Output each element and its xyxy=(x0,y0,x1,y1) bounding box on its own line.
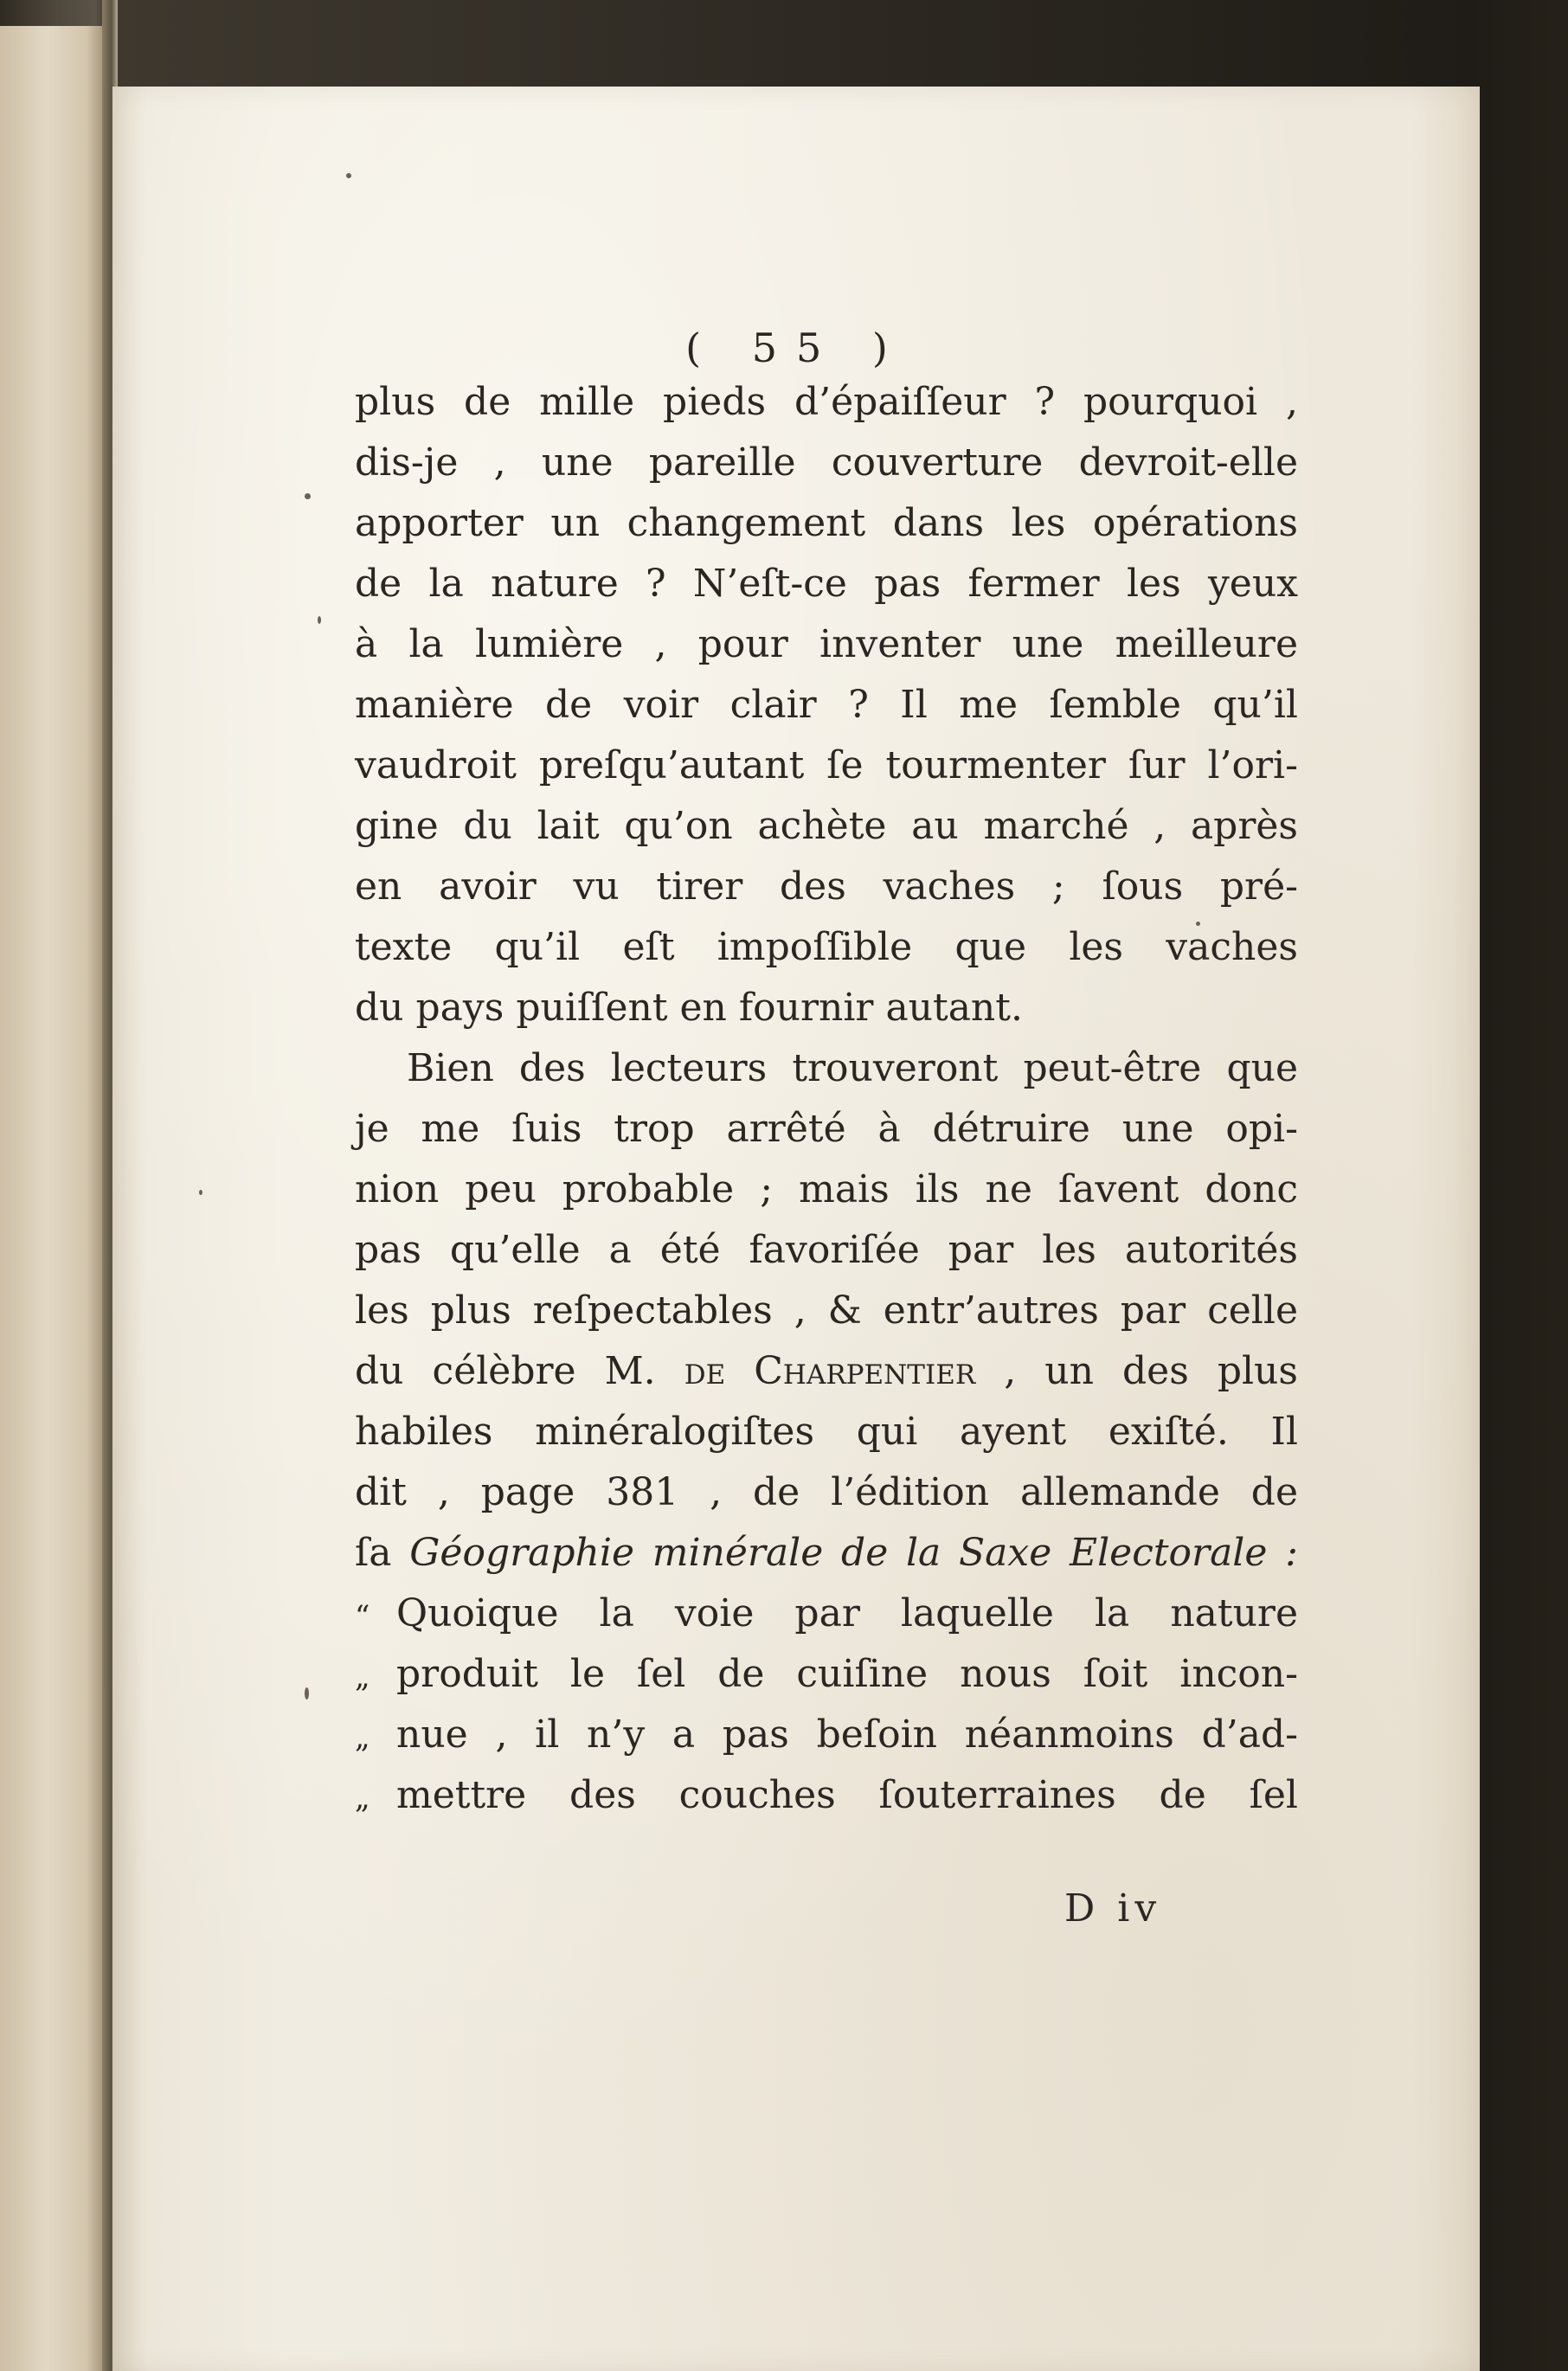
text-line: dis-je , une pareille couverture devroit-elle xyxy=(355,440,1298,485)
text-line: de la nature ? N’eſt-ce pas fermer les yeux xyxy=(355,562,1298,606)
text-line: en avoir vu tirer des vaches ; ſous pré- xyxy=(355,864,1298,909)
text-line: apporter un changement dans les opérations xyxy=(355,501,1298,545)
text-line: nion peu probable ; mais ils ne ſavent donc xyxy=(355,1167,1298,1211)
left-page-edge xyxy=(0,26,102,2371)
paper-speck xyxy=(318,616,321,624)
text-line: gine du lait qu’on achète au marché , après xyxy=(355,804,1298,848)
paragraph-first-line: Bien des lecteurs trouveront peut-être que xyxy=(407,1046,1298,1090)
author-name: de Charpentier xyxy=(684,1349,976,1393)
paper-speck xyxy=(199,1190,202,1195)
text-line: texte qu’il eſt impoſſible que les vaches xyxy=(355,925,1298,969)
text-line: je me ſuis trop arrêté à détruire une opi- xyxy=(355,1107,1298,1151)
quote-line: „ mettre des couches ſouterraines de ſel xyxy=(355,1765,1298,1826)
paper-speck xyxy=(346,173,351,178)
quote-line: „ nue , il n’y a pas beſoin néanmoins d’ad- xyxy=(355,1705,1298,1765)
text-line: les plus reſpectables , & entr’autres par celle xyxy=(355,1288,1298,1333)
text-line: pas qu’elle a été favoriſée par les autorités xyxy=(355,1228,1298,1272)
text-line: ſa Géographie minérale de la Saxe Electorale : xyxy=(355,1531,1298,1575)
quote-mark: „ xyxy=(355,1660,370,1694)
text-line: du célèbre M. de Charpentier , un des plus xyxy=(355,1349,1298,1393)
signature-mark: D iv xyxy=(1064,1886,1162,1931)
page-number-header: ( 55 ) xyxy=(685,324,907,371)
text-line: dit , page 381 , de l’édition allemande de xyxy=(355,1470,1298,1514)
book-title-italic: Géographie minérale de la Saxe Electorale : xyxy=(409,1531,1298,1575)
book-page xyxy=(112,87,1480,2371)
quote-line: “ Quoique la voie par laquelle la nature xyxy=(355,1584,1298,1644)
paper-speck xyxy=(305,1687,309,1700)
quote-mark: „ xyxy=(355,1781,370,1815)
paper-speck xyxy=(305,493,311,499)
quote-line: „ produit le ſel de cuiſine nous ſoit incon- xyxy=(355,1644,1298,1705)
text-line: du pays puiſſent en fournir autant. xyxy=(355,986,1023,1030)
text-line: habiles minéralogiſtes qui ayent exiſté. Il xyxy=(355,1410,1298,1454)
text-line: plus de mille pieds d’épaiſſeur ? pourquoi , xyxy=(355,380,1298,424)
text-line: vaudroit preſqu’autant ſe tourmenter ſur l’ori- xyxy=(355,743,1298,787)
text-line: à la lumière , pour inventer une meilleure xyxy=(355,622,1298,666)
text-line: manière de voir clair ? Il me ſemble qu’il xyxy=(355,683,1298,727)
quote-mark: “ xyxy=(355,1599,370,1634)
quote-mark: „ xyxy=(355,1720,370,1755)
